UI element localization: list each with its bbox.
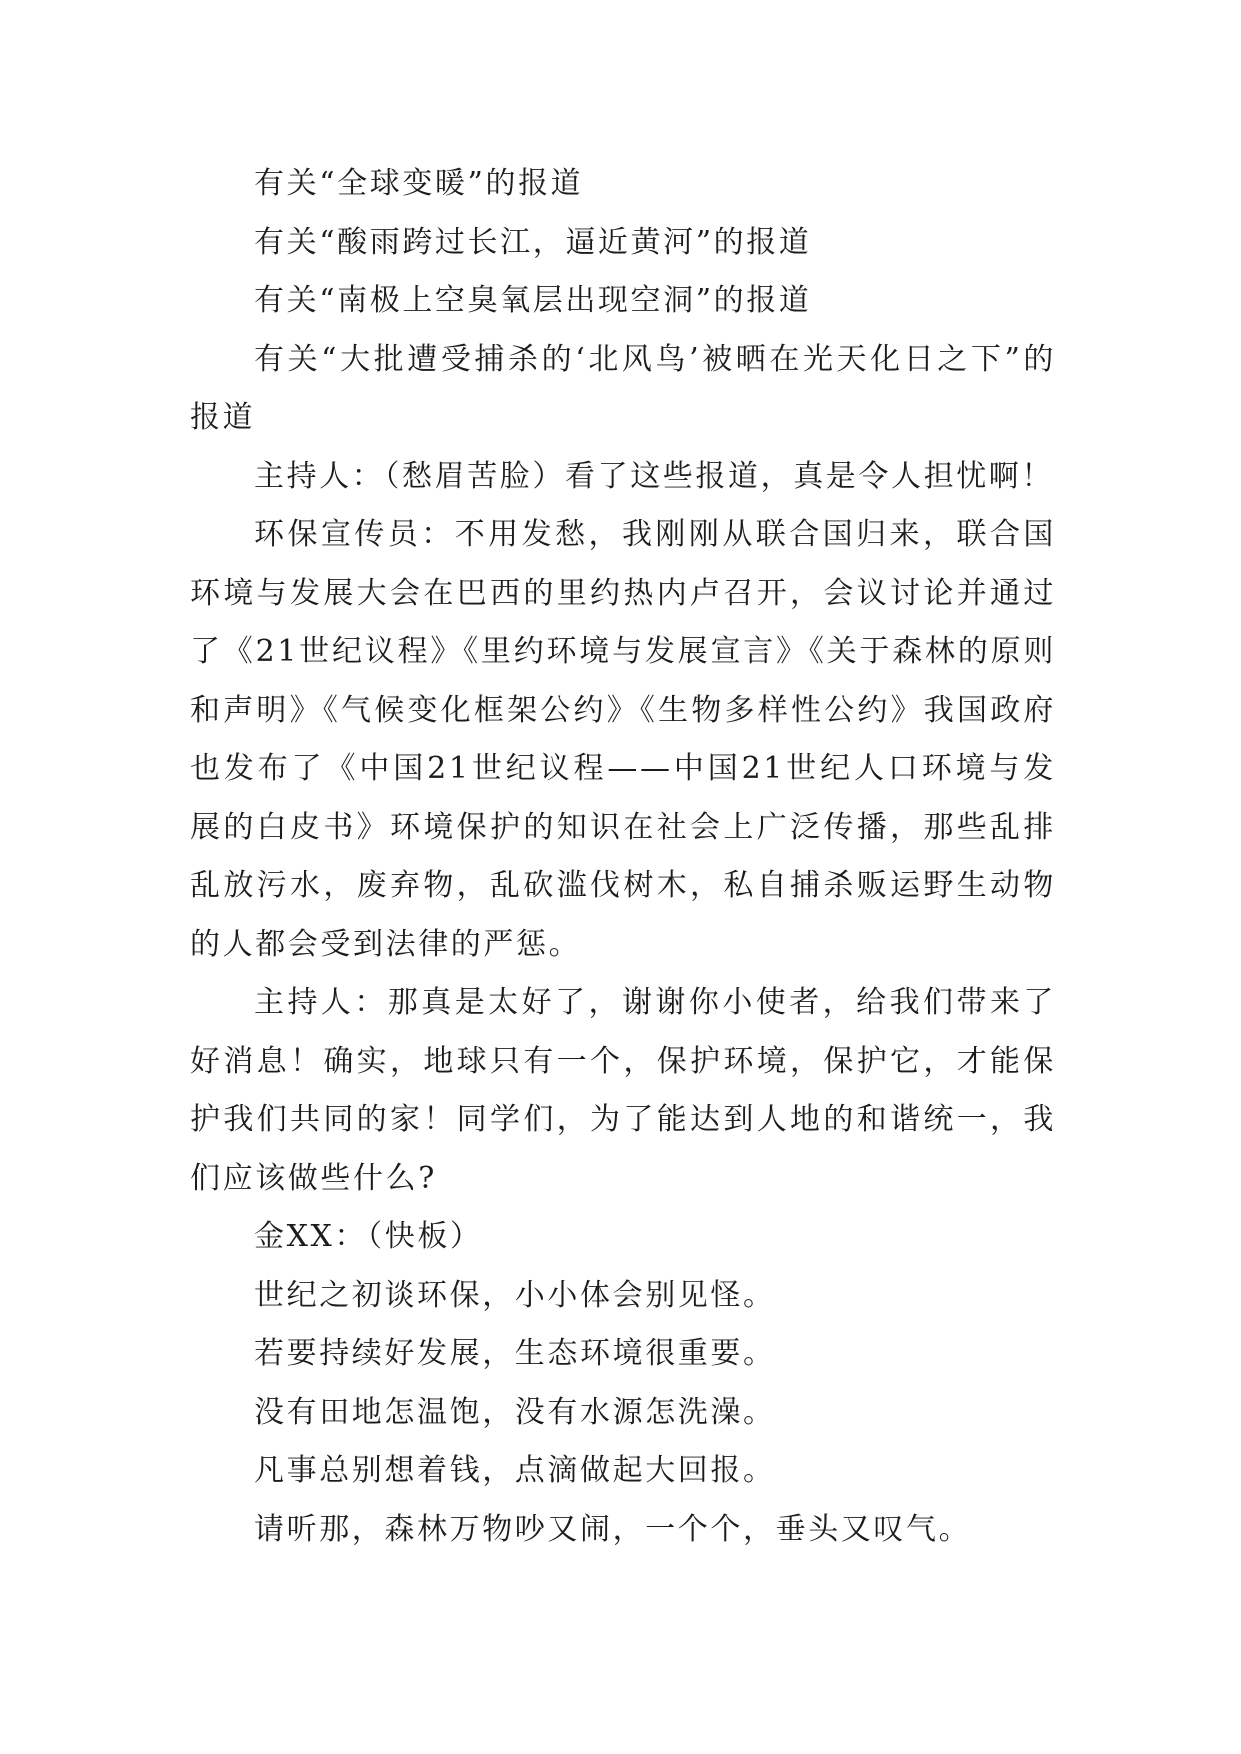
env-promoter-speech: 环保宣传员：不用发愁，我刚刚从联合国归来，联合国环境与发展大会在巴西的里约热内卢召开，会议讨论并通过了《21世纪议程》《里约环境与发展宣言》《关于森林的原则和声明》《气候变化框架公约》《生物多样性公约》我国政府也发布了《中国21世纪议程——中国21世纪人口环境与发展的白皮书》环境保护的知识在社会上广泛传播，那些乱排乱放污水，废弃物，乱砍滥伐树木，私自捕杀贩运野生动物的人都会受到法律的严惩。 [190, 517, 1056, 962]
verse-line-3: 没有田地怎温饱，没有水源怎洗澡。 [254, 1394, 776, 1430]
report-item-global-warming: 有关“全球变暖”的报道 [254, 166, 584, 201]
host-line-worried: 主持人：（愁眉苦脸）看了这些报道，真是令人担忧啊！ [254, 458, 1054, 494]
verse-line-2: 若要持续好发展，生态环境很重要。 [254, 1336, 776, 1371]
report-item-ozone-hole: 有关“南极上空臭氧层出现空洞”的报道 [254, 283, 812, 318]
document-body [190, 155, 1056, 1559]
verse-line-1: 世纪之初谈环保，小小体会别见怪。 [254, 1277, 776, 1313]
verse-line-5: 请听那，森林万物吵又闹，一个个，垂头又叹气。 [254, 1511, 972, 1547]
report-item-north-wind-bird: 有关“大批遭受捕杀的‘北风鸟’被晒在光天化日之下”的报道 [190, 341, 1056, 435]
report-item-acid-rain: 有关“酸雨跨过长江，逼近黄河”的报道 [254, 224, 812, 260]
verse-line-4: 凡事总别想着钱，点滴做起大回报。 [254, 1453, 776, 1488]
host-line-good-news: 主持人：那真是太好了，谢谢你小使者，给我们带来了好消息！确实，地球只有一个，保护环境，保护它，才能保护我们共同的家！同学们，为了能达到人地的和谐统一，我们应该做些什么? [190, 985, 1056, 1196]
speaker-intro-kuaiban: 金XX：（快板） [254, 1219, 483, 1254]
